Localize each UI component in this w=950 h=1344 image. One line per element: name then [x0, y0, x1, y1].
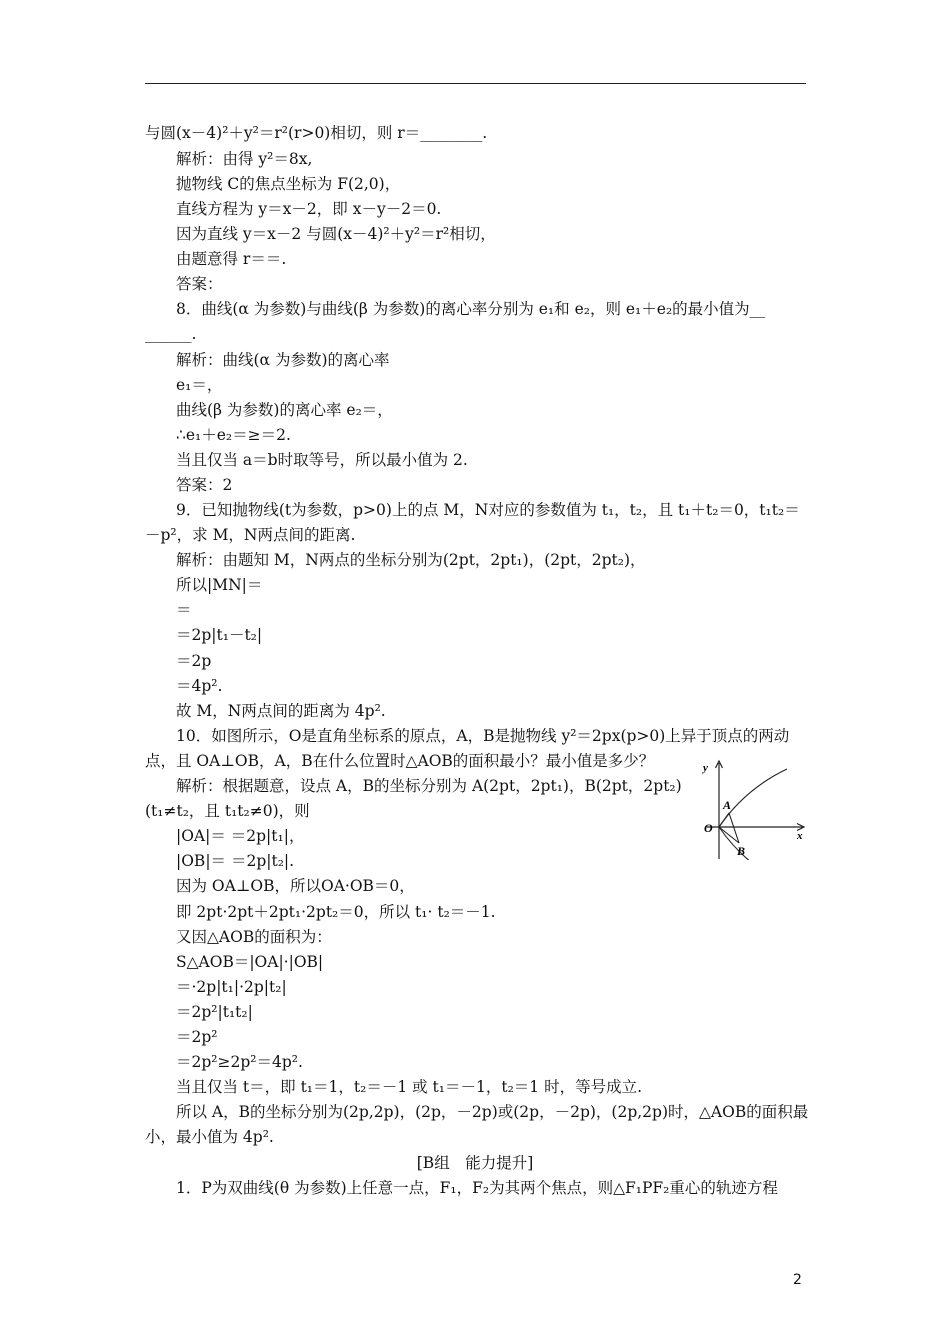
- origin-label: O: [704, 821, 713, 835]
- text-line: 由题意得 r＝＝.: [176, 250, 287, 268]
- text-line: 答案：2: [176, 476, 233, 494]
- text-line: 因为 OA⊥OB，所以OA·OB＝0，: [176, 877, 415, 895]
- text-line: 点，且 OA⊥OB，A，B在什么位置时△AOB的面积最小？最小值是多少？: [145, 752, 655, 770]
- text-line: 即 2pt·2pt＋2pt₁·2pt₂＝0，所以 t₁· t₂＝－1.: [176, 903, 496, 921]
- text-line: |OB|＝ ＝2p|t₂|.: [176, 852, 295, 870]
- text-line: 解析：由得 y²＝8x,: [176, 150, 313, 168]
- question-b1: 1．P为双曲线(θ 为参数)上任意一点，F₁，F₂为其两个焦点，则△F₁PF₂重心的轨迹方程: [176, 1179, 778, 1197]
- text-line: 又因△AOB的面积为：: [176, 928, 332, 946]
- question-8: 8．曲线(α 为参数)与曲线(β 为参数)的离心率分别为 e₁和 e₂，则 e₁＋e₂的最小值为__: [176, 300, 766, 318]
- point-a-label: A: [723, 798, 732, 812]
- question-10: 10．如图所示，O是直角坐标系的原点，A，B是抛物线 y²＝2px(p>0)上异于顶点的两动: [176, 727, 790, 745]
- text-line: 直线方程为 y＝x－2，即 x－y－2＝0.: [176, 200, 442, 218]
- parabola-figure: [693, 757, 811, 860]
- text-line: 抛物线 C的焦点坐标为 F(2,0)，: [176, 175, 401, 193]
- text-line: |OA|＝ ＝2p|t₁|，: [176, 827, 305, 845]
- page-number: 2: [793, 1272, 802, 1288]
- x-label: x: [797, 830, 803, 842]
- text-line: 小，最小值为 4p².: [145, 1128, 274, 1146]
- text-line: ＝2p²≥2p²＝4p².: [176, 1053, 303, 1071]
- text-line: ＝2p²: [176, 1028, 218, 1046]
- text-line: 所以 A，B的坐标分别为(2p,2p)，(2p，－2p)或(2p，－2p)，(2p,2p)时，△AOB的面积最: [176, 1103, 809, 1121]
- text-line: 解析：曲线(α 为参数)的离心率: [176, 351, 390, 369]
- text-line: ＝2p: [176, 652, 212, 670]
- text-line: ______.: [145, 325, 197, 343]
- text-line: 解析：根据题意，设点 A，B的坐标分别为 A(2pt，2pt₁)，B(2pt，2pt₂): [176, 777, 682, 795]
- y-label: y: [703, 762, 708, 774]
- text-line: ∴e₁＋e₂＝≥＝2.: [176, 426, 291, 444]
- text-line: 故 M，N两点间的距离为 4p².: [176, 702, 386, 720]
- text-line: －p²，求 M，N两点间的距离.: [145, 526, 356, 544]
- text-line: 答案：: [176, 275, 223, 293]
- text-line: 所以|MN|＝: [176, 576, 263, 594]
- text-line: 解析：由题知 M，N两点的坐标分别为(2pt，2pt₁)，(2pt，2pt₂)，: [176, 551, 646, 569]
- text-line: 当且仅当 a＝b时取等号，所以最小值为 2.: [176, 451, 468, 469]
- text-line: 因为直线 y＝x－2 与圆(x－4)²＋y²＝r²相切，: [176, 225, 496, 243]
- text-line: 当且仅当 t＝，即 t₁＝1，t₂＝－1 或 t₁＝－1，t₂＝1 时，等号成立.: [176, 1078, 643, 1096]
- header-rule: [145, 83, 806, 84]
- section-heading: [B组 能力提升]: [416, 1154, 534, 1172]
- text-line: ＝2p|t₁－t₂|: [176, 626, 263, 644]
- segment-oa: [719, 813, 729, 827]
- text-line: ＝·2p|t₁|·2p|t₂|: [176, 978, 287, 996]
- text-line: 曲线(β 为参数)的离心率 e₂＝，: [176, 401, 393, 419]
- text-line: S△AOB＝|OA|·|OB|: [176, 953, 324, 971]
- text-line: ＝: [176, 601, 192, 619]
- text-line: ＝2p²|t₁t₂|: [176, 1003, 253, 1021]
- text-line: 与圆(x－4)²＋y²＝r²(r>0)相切，则 r＝________.: [145, 124, 488, 142]
- question-9: 9．已知抛物线(t为参数，p>0)上的点 M，N对应的参数值为 t₁，t₂，且 t₁＋t₂＝0，t₁t₂＝: [176, 501, 800, 519]
- text-line: ＝4p².: [176, 677, 223, 695]
- text-line: (t₁≠t₂，且 t₁t₂≠0)，则: [145, 802, 310, 820]
- point-b-label: B: [737, 844, 746, 858]
- text-line: e₁＝，: [176, 376, 223, 394]
